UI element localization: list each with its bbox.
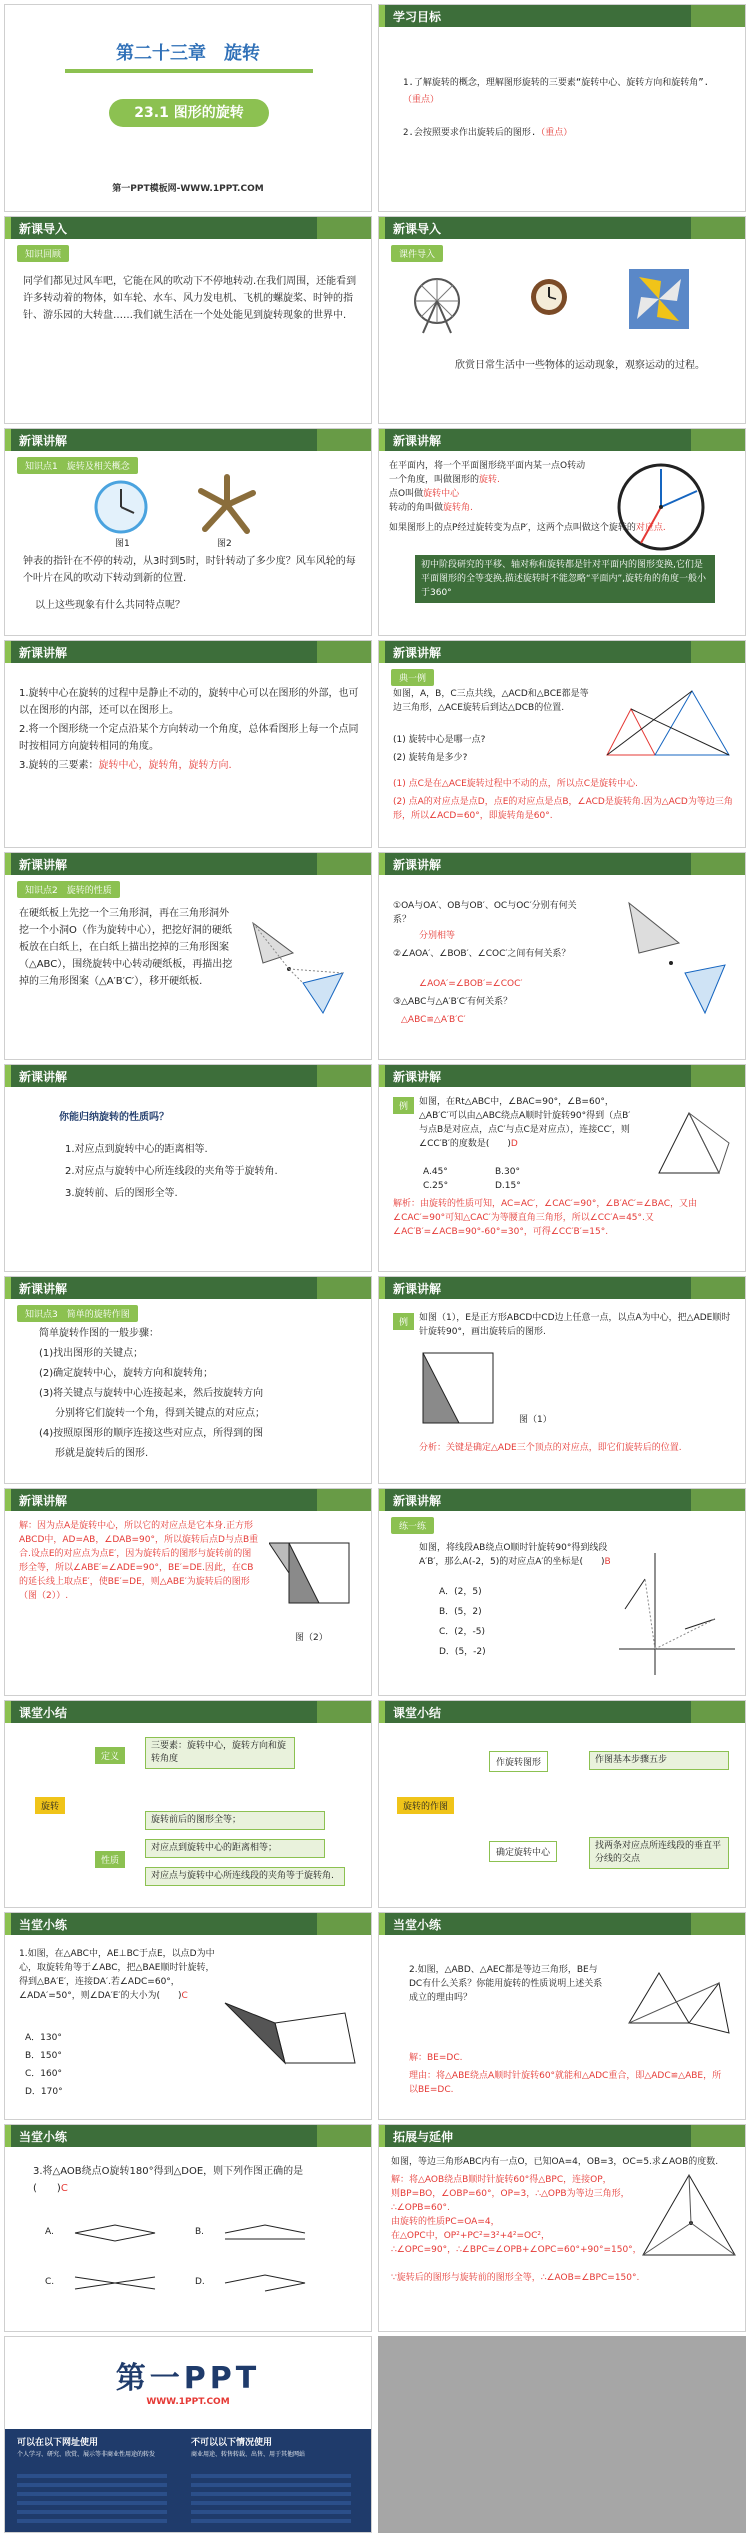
- problem-text: 如图，将线段AB绕点O顺时针旋转90°得到线段A′B′，那么A(-2，5)的对应点A′的坐标是( )B: [419, 1543, 611, 1567]
- coordinate-figure: [615, 1549, 739, 1679]
- solution-2: 则BP=BO，∠OBP=60°，OP=3，∴△OPB为等边三角形，: [391, 2189, 630, 2199]
- extension-slide: [378, 2124, 746, 2332]
- solution-text: 解：因为点A是旋转中心，所以它的对应点是它本身.正方形ABCD中，AD=AB，∠DAB=90°，所以旋转后点D与点B重合.设点E的对应点为点E′，因为旋转后的图形与旋转前的图形全等，所以∠ABE′=∠ADE=90°，BE′=DE.因此，在CB的延长线上取点E′，使BE′=DE，则△ABE′为旋转后的图形（图（2））.: [19, 1521, 259, 1601]
- section-tag: 课件导入: [391, 245, 443, 262]
- goal-1: 1.了解旋转的概念，理解图形旋转的三要素“旋转中心、旋转方向和旋转角”.（重点）: [403, 78, 710, 105]
- slide-header: 新课讲解: [5, 1489, 371, 1511]
- footer-text: 第一PPT模板网-WWW.1PPT.COM: [112, 184, 264, 194]
- step-4b: 形就是旋转后的图形.: [55, 1448, 149, 1459]
- slide-header: 拓展与延伸: [379, 2125, 745, 2147]
- link-list-right: [191, 2469, 351, 2525]
- problem-text: 3.将△AOB绕点O旋转180°得到△DOE，则下列作图正确的是( )C: [33, 2166, 304, 2194]
- slide-header: 当堂小练: [5, 1913, 371, 1935]
- quiz-diagram: [619, 1963, 739, 2043]
- reason-text: 理由：将△ABE绕点A顺时针旋转60°就能和△ADC重合，即△ADC≌△ABE，所以BE=DC.: [409, 2071, 722, 2095]
- answer-1: (1) 点C是在△ACE旋转过程中不动的点，所以点C是旋转中心.: [393, 779, 638, 789]
- section-title: 你能归纳旋转的性质吗？: [59, 1112, 169, 1123]
- option-c[interactable]: C．160°: [25, 2069, 62, 2079]
- step-4: (4)按照原图形的顺序连接这些对应点，所得到的图: [39, 1428, 264, 1439]
- section-tag: 知识回顾: [17, 245, 69, 262]
- property-2: 对应点到旋转中心的距离相等；: [145, 1839, 325, 1858]
- question-1: (1) 旋转中心是哪一点?: [393, 735, 486, 745]
- analysis-text: 解析：由旋转的性质可知，AC=AC′，∠CAC′=90°，∠B′AC′=∠BAC，又由∠CAC′=90°可知△CAC′为等腰直角三角形，所以∠CC′A=45°.又∠AC′B′=∠ACB=90°-60°=30°，可得∠CC′B′=15°.: [393, 1199, 698, 1237]
- intro-text: 欣赏日常生活中一些物体的运动现象，观察运动的过程。: [455, 360, 705, 371]
- answer-3: △ABC≌△A′B′C′: [401, 1015, 466, 1025]
- example-badge: 例: [393, 1097, 414, 1114]
- explanation-slide: [4, 640, 372, 848]
- slide-header: 新课讲解: [5, 429, 371, 451]
- example-badge: 例: [393, 1313, 414, 1330]
- slide-header: 新课导入: [379, 217, 745, 239]
- triangle-diagram: [649, 1103, 737, 1183]
- solution-6: ∴∠OPC=90°，∴∠BPC=∠OPB+∠OPC=60°+90°=150°，: [391, 2245, 642, 2255]
- property-1: 1.对应点到旋转中心的距离相等.: [65, 1144, 208, 1155]
- property-question-slide: [378, 852, 746, 1060]
- rotation-figure: [243, 913, 363, 1023]
- construction-solution-slide: [4, 1488, 372, 1696]
- step-1: (1)找出图形的关键点；: [39, 1348, 144, 1359]
- answer-1: 分别相等: [419, 931, 456, 941]
- root-node: 旋转: [35, 1797, 65, 1814]
- option-a-figure: [65, 2221, 175, 2245]
- rotation-figure: [615, 893, 735, 1033]
- chapter-title: 第二十三章 旋转: [116, 43, 260, 64]
- three-elements: 三要素：旋转中心，旋转方向和旋转角度: [145, 1737, 295, 1769]
- branch-a-detail: 作图基本步骤五步: [589, 1751, 729, 1770]
- property-2: 2.对应点与旋转中心所连线段的夹角等于旋转角.: [65, 1166, 278, 1177]
- problem-text: 如图，A，B，C三点共线，△ACD和△BCE都是等边三角形，△ACE旋转后到达△DCB的位置.: [393, 689, 589, 713]
- figure-label: 图（2）: [295, 1633, 328, 1643]
- quiz-slide-2: [378, 1912, 746, 2120]
- construction-example-slide: [378, 1276, 746, 1484]
- slide-header: 新课讲解: [379, 1489, 745, 1511]
- cover-slide: [4, 4, 372, 212]
- square-figure-2: [269, 1539, 359, 1619]
- property-3: 3.旋转前、后的图形全等.: [65, 1188, 178, 1199]
- property-node: 性质: [95, 1851, 125, 1868]
- option-b[interactable]: B．(5，2): [439, 1607, 482, 1617]
- slide-header: 新课讲解: [379, 1277, 745, 1299]
- practice-slide: [378, 1488, 746, 1696]
- problem-text: 1.如图，在△ABC中，AE⊥BC于点E，以点D为中心，取旋转角等于∠ABC，把△BAE顺时针旋转，得到△BA′E′，连接DA′.若∠ADC=60°，∠ADA′=50°，则∠DA′E′的大小为( )C: [19, 1949, 215, 2001]
- activity-text: 在硬纸板上先挖一个三角形洞，再在三角形洞外挖一个小洞O（作为旋转中心），把挖好洞的硬纸板放在白纸上，在白纸上描出挖掉的三角形图案（△ABC），围绕旋转中心转动硬纸板，再描出挖掉的三角形图案（△A′B′C′），移开硬纸板.: [19, 908, 233, 987]
- usage-allowed-text: 个人学习、研究、欣赏、展示等非商业性用途的转发: [17, 2451, 156, 2458]
- square-figure: [419, 1349, 501, 1431]
- question-2: 以上这些现象有什么共同特点呢？: [35, 600, 185, 611]
- slide-header: 新课讲解: [379, 429, 745, 451]
- option-b[interactable]: B.30°: [495, 1167, 520, 1177]
- option-d[interactable]: D．(5，-2): [439, 1647, 486, 1657]
- summary-slide-2: [378, 1700, 746, 1908]
- goal-2: 2.会按照要求作出旋转后的图形.（重点）: [403, 128, 573, 138]
- step-3b: 分别将它们旋转一个角，得到关键点的对应点；: [55, 1408, 265, 1419]
- section-tag: 知识点2 旋转的性质: [17, 881, 120, 898]
- brand-url: WWW.1PPT.COM: [146, 2397, 230, 2407]
- option-c[interactable]: C.: [45, 2277, 55, 2287]
- clock-image: [529, 277, 569, 317]
- clock-figure: [93, 479, 149, 535]
- usage-forbidden-text: 商业用途、转售转载、出售、用于其他网站: [191, 2451, 306, 2458]
- windmill-figure: [195, 473, 259, 537]
- triangle-diagram: [639, 2171, 739, 2261]
- rotation-diagram: [605, 455, 725, 555]
- usage-allowed-title: 可以在以下网址使用: [17, 2438, 99, 2448]
- section-tag: 知识点1 旋转及相关概念: [17, 457, 138, 474]
- brand-logo: 第一PPT: [115, 2361, 261, 2396]
- construction-steps-slide: [4, 1276, 372, 1484]
- problem-text: 如图，在Rt△ABC中，∠BAC=90°，∠B=60°，△AB′C′可以由△ABC绕点A顺时针旋转90°得到（点B′与点B是对应点，点C′与点C是对应点），连接CC′，则∠CC′B′的度数是( )D: [419, 1097, 631, 1149]
- quiz-slide-3: [4, 2124, 372, 2332]
- option-b-figure: [215, 2221, 325, 2245]
- answer-text: 解：BE=DC.: [409, 2053, 463, 2063]
- option-a[interactable]: A.45°: [423, 1167, 448, 1177]
- option-b[interactable]: B．150°: [25, 2051, 62, 2061]
- option-b[interactable]: B.: [195, 2227, 205, 2237]
- example-slide-1: [378, 640, 746, 848]
- point-2: 2.将一个图形绕一个定点沿某个方向转动一个角度，总体看图形上每一个点同时按相同方向旋转相同的角度。: [19, 724, 359, 752]
- solution-4: 由旋转的性质PC=OA=4，: [391, 2217, 500, 2227]
- option-c[interactable]: C．(2，-5): [439, 1627, 486, 1637]
- branch-a: 作旋转图形: [489, 1751, 548, 1772]
- figure-label-1: 图1: [115, 539, 130, 549]
- point-3: 3.旋转的三要素：旋转中心，旋转角，旋转方向.: [19, 760, 232, 771]
- slide-header: 当堂小练: [5, 2125, 371, 2147]
- step-2: (2)确定旋转中心，旋转方向和旋转角；: [39, 1368, 214, 1379]
- concept-slide: [4, 428, 372, 636]
- answer-2: ∠AOA′=∠BOB′=∠COC′: [419, 979, 523, 989]
- question-2: (2) 旋转角是多少?: [393, 753, 468, 763]
- definition-node: 定义: [95, 1747, 125, 1764]
- option-a[interactable]: A.: [45, 2227, 54, 2237]
- slide-header: 新课讲解: [379, 853, 745, 875]
- definition-slide: [378, 428, 746, 636]
- property-slide: [4, 852, 372, 1060]
- property-1: 旋转前后的图形全等；: [145, 1811, 325, 1830]
- figure-label: 图（1）: [519, 1415, 552, 1425]
- intro-text: 同学们都见过风车吧，它能在风的吹动下不停地转动.在我们周围，还能看到许多转动着的物体，如车轮、水车、风力发电机、飞机的螺旋桨、时钟的指针、游乐园的大转盘……我们就生活在一个处处能见到旋转现象的世界中.: [23, 276, 357, 321]
- option-d[interactable]: D.: [195, 2277, 205, 2287]
- section-tag: 典一例: [391, 669, 434, 686]
- quiz-diagram: [215, 1993, 365, 2073]
- usage-forbidden-title: 不可以以下情况使用: [191, 2438, 273, 2448]
- option-d-figure: [215, 2271, 325, 2295]
- option-a[interactable]: A．(2，5): [439, 1587, 482, 1597]
- problem-text: 2.如图，△ABD、△AEC都是等边三角形，BE与DC有什么关系？你能用旋转的性质说明上述关系成立的理由吗？: [409, 1965, 603, 2003]
- problem-text: 如图，等边三角形ABC内有一点O，已知OA=4，OB=3，OC=5.求∠AOB的度数.: [391, 2157, 719, 2167]
- ending-slide: [4, 2336, 372, 2533]
- branch-b: 确定旋转中心: [489, 1841, 557, 1862]
- example-slide-2: [378, 1064, 746, 1272]
- option-c[interactable]: C.25°: [423, 1181, 449, 1191]
- slide-header: 新课讲解: [379, 641, 745, 663]
- slide-header: 新课讲解: [379, 1065, 745, 1087]
- point-1: 1.旋转中心在旋转的过程中是静止不动的，旋转中心可以在图形的外部，也可以在图形的内部，还可以在图形上。: [19, 688, 359, 716]
- quiz-slide-1: [4, 1912, 372, 2120]
- figure-label-2: 图2: [217, 539, 232, 549]
- ferris-wheel-image: [407, 275, 467, 335]
- intro-slide-2: [378, 216, 746, 424]
- triangle-diagram: [603, 685, 733, 765]
- steps-intro: 简单旋转作图的一般步骤：: [39, 1328, 159, 1339]
- option-a[interactable]: A．130°: [25, 2033, 62, 2043]
- section-tag: 练一练: [391, 1517, 434, 1534]
- slide-header: 新课讲解: [5, 1277, 371, 1299]
- question-text: 钟表的指针在不停的转动，从3时到5时，时针转动了多少度？风车风轮的每个叶片在风的吹动下转动到新的位置.: [23, 556, 356, 584]
- slide-header: 当堂小练: [379, 1913, 745, 1935]
- pinwheel-image: [629, 269, 689, 329]
- branch-b-detail: 找两条对应点所连线段的垂直平分线的交点: [589, 1837, 729, 1869]
- info-panel: [5, 2429, 371, 2533]
- question-2: ②∠AOA′、∠BOB′、∠COC′之间有何关系？: [393, 949, 571, 959]
- note-box: 初中阶段研究的平移、轴对称和旋转都是针对平面内的图形变换,它们是平面图形的全等变换,描述旋转时不能忽略“平面内”,旋转角的角度一般小于360°: [415, 555, 715, 603]
- answer-2: (2) 点A的对应点是点D，点E的对应点是点B，∠ACD是旋转角.因为△ACD为等边三角形，所以∠ACD=60°，即旋转角是60°.: [393, 797, 733, 821]
- solution-3: ∴∠OPB=60°.: [391, 2203, 450, 2213]
- slide-header: 课堂小结: [379, 1701, 745, 1723]
- section-tag: 知识点3 简单的旋转作图: [17, 1305, 138, 1322]
- option-c-figure: [65, 2271, 175, 2295]
- summary-property-slide: [4, 1064, 372, 1272]
- slide-header: 学习目标: [379, 5, 745, 27]
- link-list-left: [17, 2469, 167, 2525]
- slide-header: 新课讲解: [5, 1065, 371, 1087]
- definition-text: 在平面内，将一个平面图形绕平面内某一点O转动一个角度，叫做图形的旋转. 点O叫做旋转中心 转动的角叫做旋转角.: [389, 461, 586, 513]
- lesson-title: 23.1 图形的旋转: [109, 99, 269, 127]
- problem-text: 如图（1），E是正方形ABCD中CD边上任意一点，以点A为中心，把△ADE顺时针旋转90°，画出旋转后的图形.: [419, 1313, 731, 1337]
- summary-slide-1: [4, 1700, 372, 1908]
- divider: [65, 69, 313, 73]
- solution-1: 解：将△AOB绕点B顺时针旋转60°得△BPC，连接OP，: [391, 2175, 612, 2185]
- property-3: 对应点与旋转中心所连线段的夹角等于旋转角.: [145, 1867, 345, 1886]
- solution-7: ∵旋转后的图形与旋转前的图形全等，∴∠AOB=∠BPC=150°.: [391, 2273, 640, 2283]
- question-1: ①OA与OA′、OB与OB′、OC与OC′分别有何关系？: [393, 901, 577, 925]
- option-d[interactable]: D．170°: [25, 2087, 63, 2097]
- solution-5: 在△OPC中，OP²+PC²=3²+4²=OC²，: [391, 2231, 550, 2241]
- intro-slide-1: [4, 216, 372, 424]
- slide-header: 新课讲解: [5, 853, 371, 875]
- step-3: (3)将关键点与旋转中心连接起来，然后按旋转方向: [39, 1388, 264, 1399]
- corresponding-text: 如果图形上的点P经过旋转变为点P′，这两个点叫做这个旋转的对应点.: [389, 523, 666, 533]
- empty-slot: [378, 2336, 746, 2533]
- goals-slide: [378, 4, 746, 212]
- root-node: 旋转的作图: [397, 1797, 454, 1814]
- question-3: ③△ABC与△A′B′C′有何关系？: [393, 997, 513, 1007]
- option-d[interactable]: D.15°: [495, 1181, 521, 1191]
- analysis-text: 分析：关键是确定△ADE三个顶点的对应点，即它们旋转后的位置.: [419, 1443, 682, 1453]
- slide-header: 新课导入: [5, 217, 371, 239]
- slide-header: 课堂小结: [5, 1701, 371, 1723]
- slide-header: 新课讲解: [5, 641, 371, 663]
